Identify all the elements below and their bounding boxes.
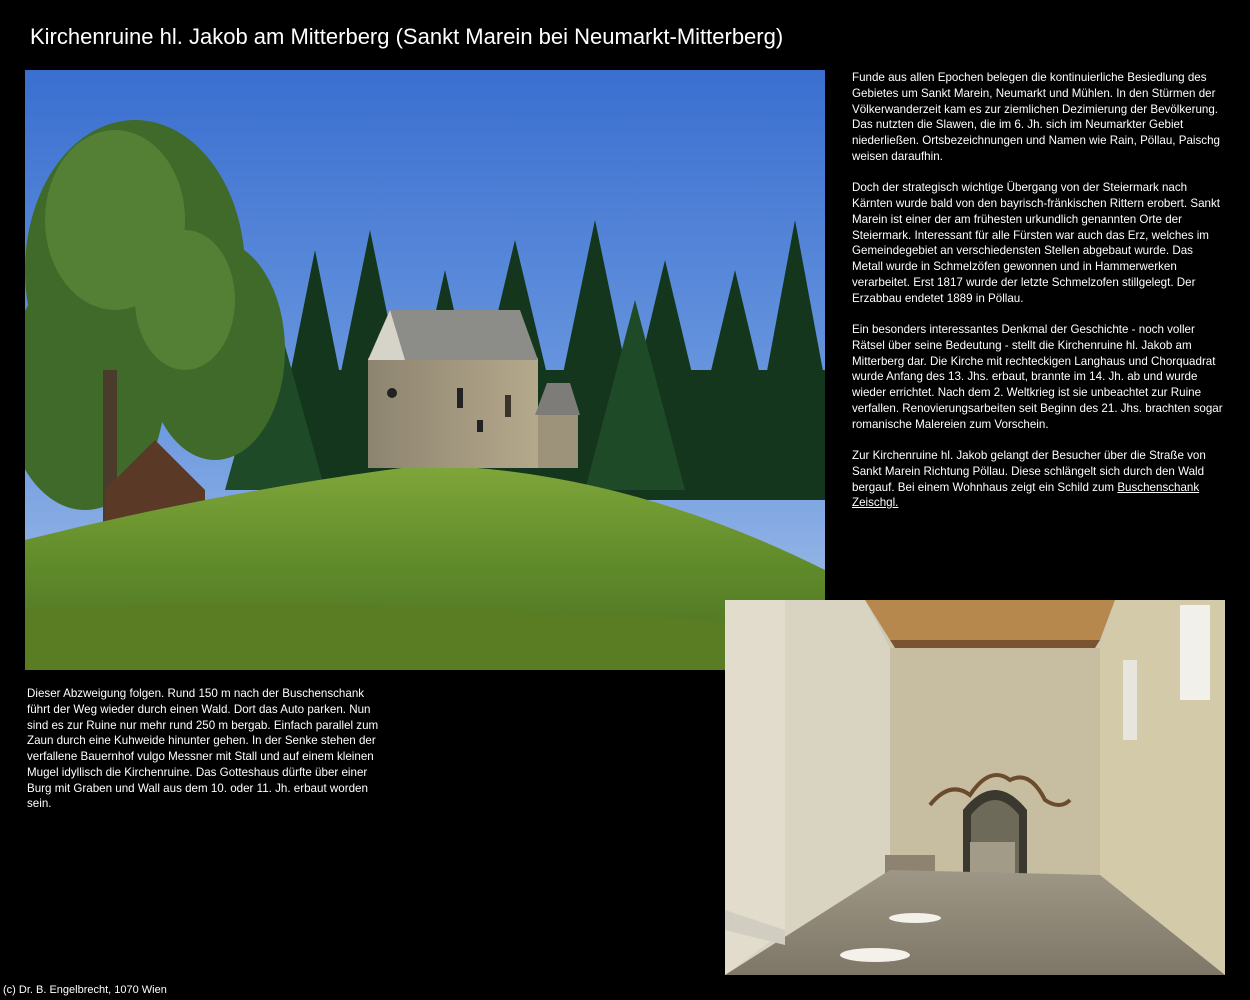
buschenschank-link[interactable]: Buschenschank Zeischgl. xyxy=(852,480,1200,510)
paragraph-church: Ein besonders interessantes Denkmal der Geschichte - noch voller Rätsel über seine Bedeutung - stellt die Kirchenruine hl. Jakob am Mitterberg dar. Die Kirche mit rechteckigen Langhaus und Chorquadrat wurde Anfang des 13. Jhs. erbaut, brannte im 14. Jh. ab und wurde wieder errichtet. Nach dem 2. Weltkrieg ist sie unbeachtet zur Ruine verfallen. Renovierungsarbeiten seit Beginn des 21. Jhs. brachten sogar romanische Malereien zum Vorschein. xyxy=(852,323,1223,431)
church-interior-photo xyxy=(725,600,1225,975)
description-right-column xyxy=(852,70,1224,527)
description-left-column xyxy=(27,686,387,812)
page-title: Kirchenruine hl. Jakob am Mitterberg (Sankt Marein bei Neumarkt-Mitterberg) xyxy=(30,24,784,49)
directions-text: Zur Kirchenruine hl. Jakob gelangt der Besucher über die Straße von Sankt Marein Richtung Pöllau. Diese schlängelt sich durch den Wald bergauf. Bei einem Wohnhaus zeigt ein Schild zum xyxy=(852,449,1206,494)
paragraph-mining: Doch der strategisch wichtige Übergang von der Steiermark nach Kärnten wurde bald von den bayrisch-fränkischen Rittern erobert. Sankt Marein ist einer der am frühesten urkundlich genannten Orte der Steiermark. Interessant für alle Fürsten war auch das Erz, welches im Gemeindegebiet an verschiedensten Stellen abgebaut wurde. Das Metall wurde in Schmelzöfen gewonnen und in Hammerwerken verarbeitet. Erst 1817 wurde der letzte Schmelzofen stillgelegt. Der Erzabbau endetet 1889 in Pöllau. xyxy=(852,181,1220,305)
church-exterior-photo xyxy=(25,70,825,670)
paragraph-directions xyxy=(852,448,1224,511)
copyright-notice: (c) Dr. B. Engelbrecht, 1070 Wien xyxy=(3,984,167,996)
paragraph-history: Funde aus allen Epochen belegen die kontinuierliche Besiedlung des Gebietes um Sankt Marein, Neumarkt und Mühlen. In den Stürmen der Völkerwanderzeit kam es zur ziemlichen Dezimierung der Bevölkerung. Das nutzten die Slawen, die im 6. Jh. sich im Neumarkter Gebiet niederließen. Ortsbezeichnungen und Namen wie Rain, Pöllau, Paischg weisen daraufhin. xyxy=(852,71,1220,163)
paragraph-route: Dieser Abzweigung folgen. Rund 150 m nach der Buschenschank führt der Weg wieder durch einen Wald. Dort das Auto parken. Nun sind es zur Ruine nur mehr rund 250 m bergab. Einfach parallel zum Zaun durch eine Kuhweide hinunter gehen. In der Senke stehen der verfallene Bauernhof vulgo Messner mit Stall und auf einem kleinen Mugel idyllisch die Kirchenruine. Das Gotteshaus dürfte über einer Burg mit Graben und Wall aus dem 10. oder 11. Jh. erbaut worden sein. xyxy=(27,687,379,811)
